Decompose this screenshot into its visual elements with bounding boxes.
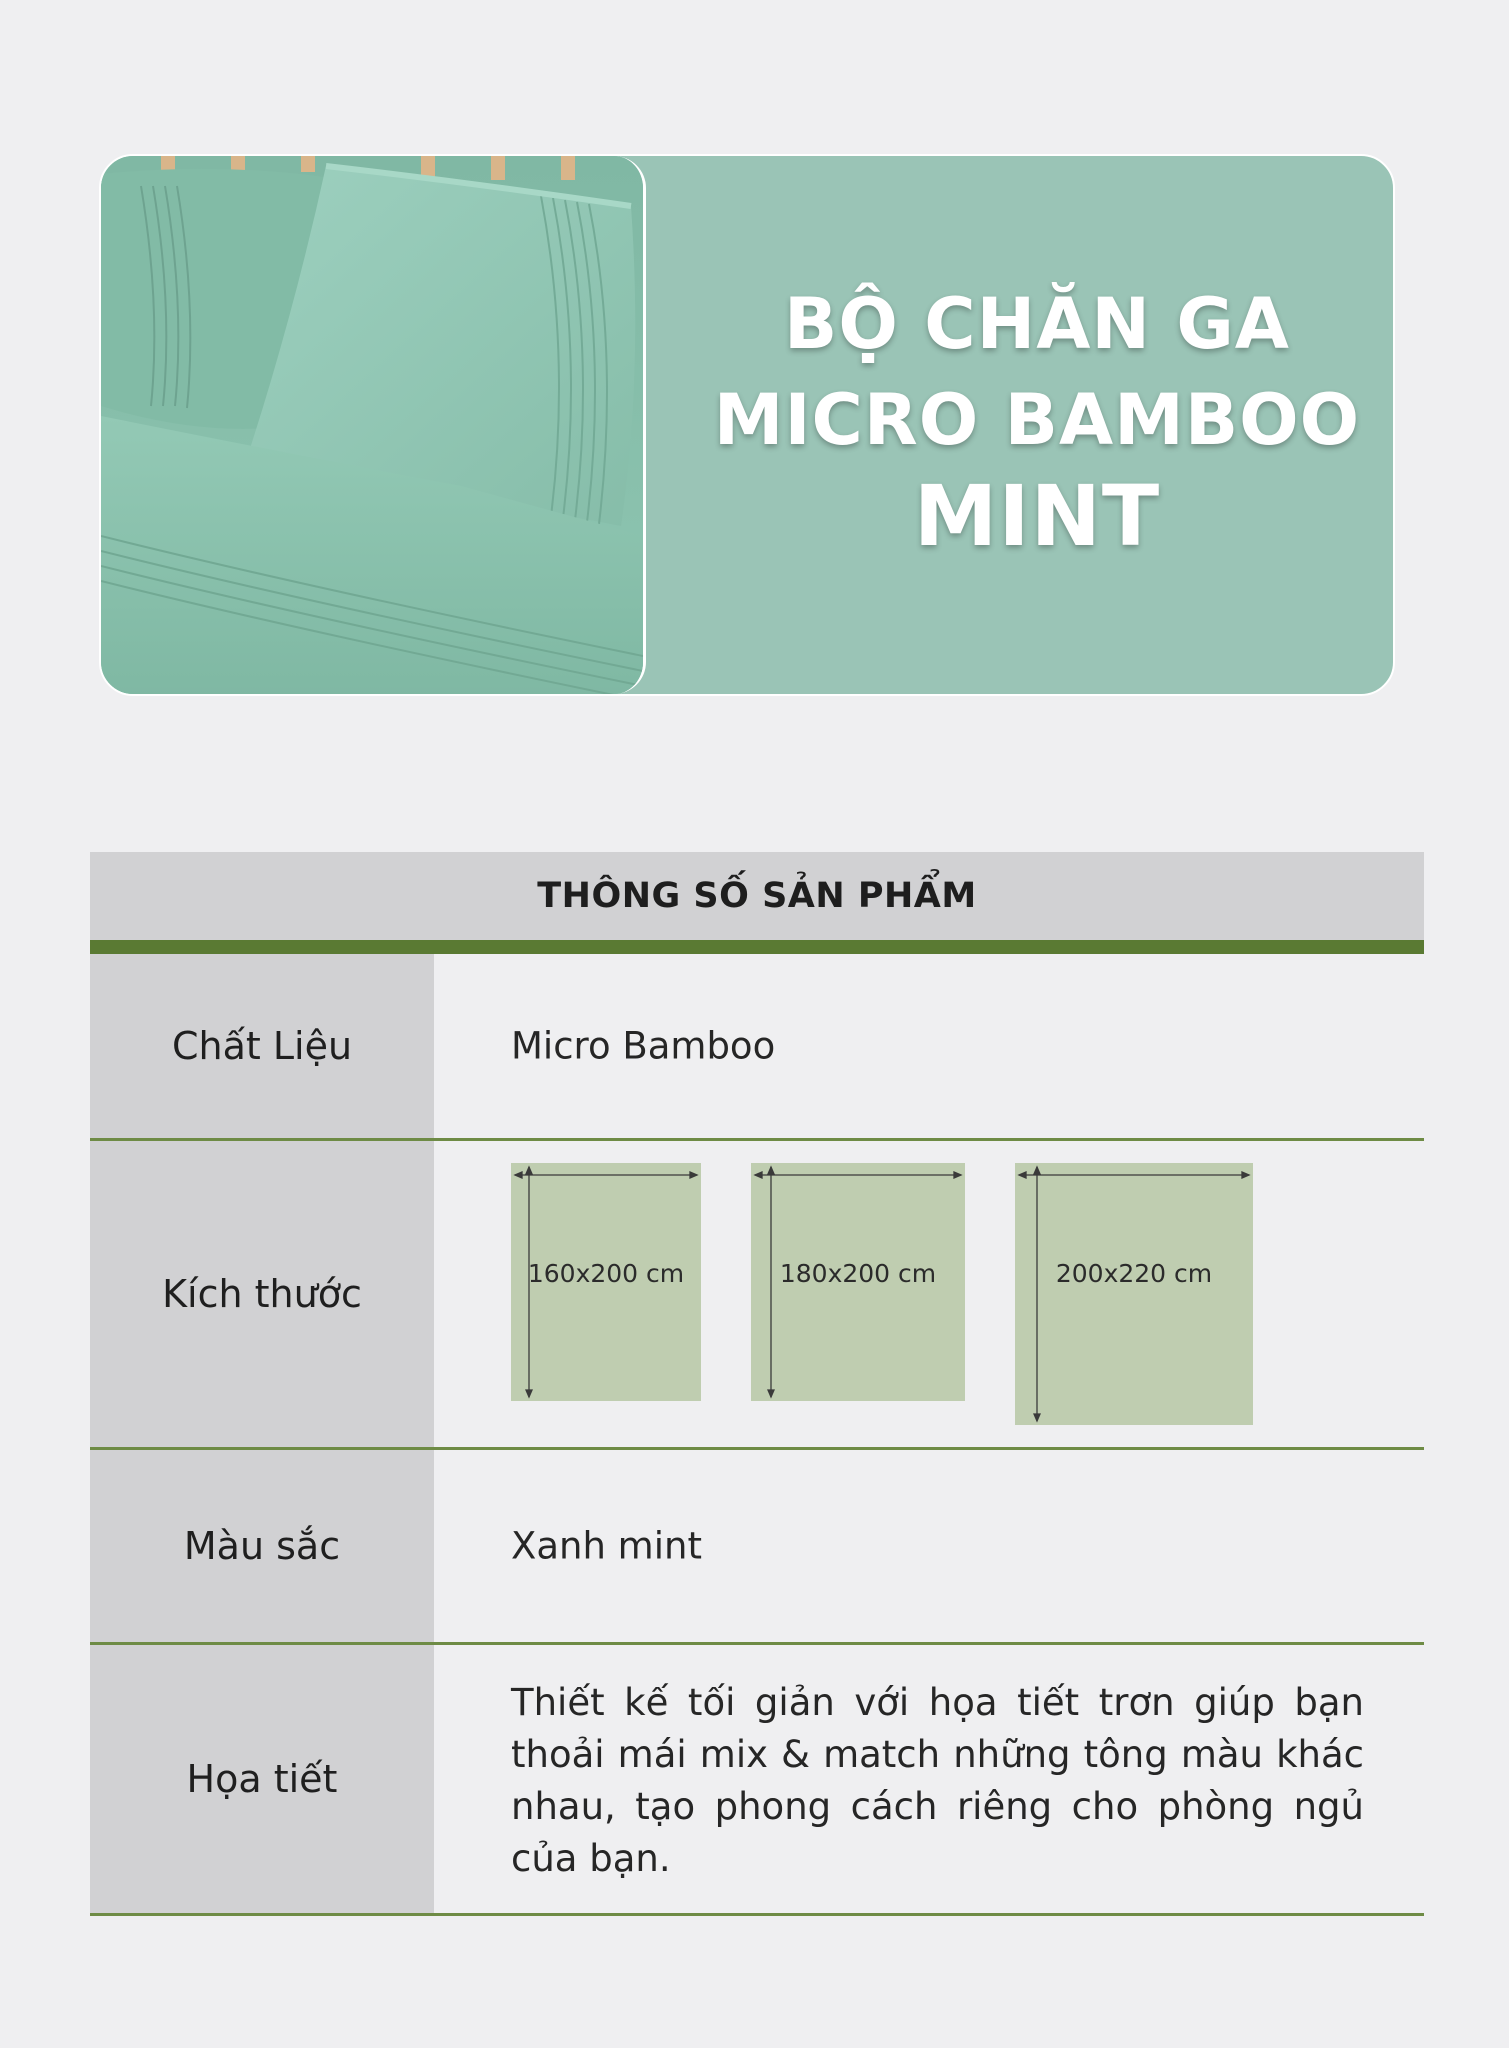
size-swatch-160x200 <box>511 1163 701 1401</box>
spec-table <box>90 852 1424 1916</box>
spec-value-cell <box>434 1450 1424 1642</box>
size-swatch-200x220 <box>1015 1163 1253 1425</box>
spec-value-cell <box>434 1645 1424 1913</box>
bedding-photo <box>101 156 646 694</box>
spec-table-header: THÔNG SỐ SẢN PHẨM <box>90 852 1424 940</box>
size-swatches <box>434 1141 1424 1447</box>
hero-title-line3: MINT <box>913 467 1161 565</box>
header-divider <box>90 940 1424 954</box>
hero-title-line2: MICRO BAMBOO <box>713 379 1361 461</box>
spec-row-color <box>90 1450 1424 1645</box>
spec-label: Chất Liệu <box>90 954 434 1138</box>
spec-label: Màu sắc <box>90 1450 434 1642</box>
spec-value: Micro Bamboo <box>511 1024 776 1068</box>
hero-title-line1: BỘ CHĂN GA <box>784 283 1290 365</box>
spec-value-cell <box>434 954 1424 1138</box>
spec-row-pattern <box>90 1645 1424 1916</box>
spec-description: Thiết kế tối giản với họa tiết trơn giúp bạn thoải mái mix & match những tông màu khác nhau, tạo phong cách riêng cho phòng ngủ của bạn. <box>511 1681 1364 1880</box>
spec-label: Họa tiết <box>90 1645 434 1913</box>
size-label: 160x200 cm <box>527 1259 685 1288</box>
hero-title <box>701 276 1373 564</box>
size-label: 180x200 cm <box>779 1259 937 1288</box>
spec-label: Kích thước <box>90 1141 434 1447</box>
spec-value: Xanh mint <box>511 1524 702 1568</box>
spec-row-size <box>90 1141 1424 1450</box>
size-swatch-180x200 <box>751 1163 965 1401</box>
size-label: 200x220 cm <box>1055 1259 1213 1288</box>
hero-banner <box>99 154 1395 696</box>
spec-row-material <box>90 954 1424 1141</box>
